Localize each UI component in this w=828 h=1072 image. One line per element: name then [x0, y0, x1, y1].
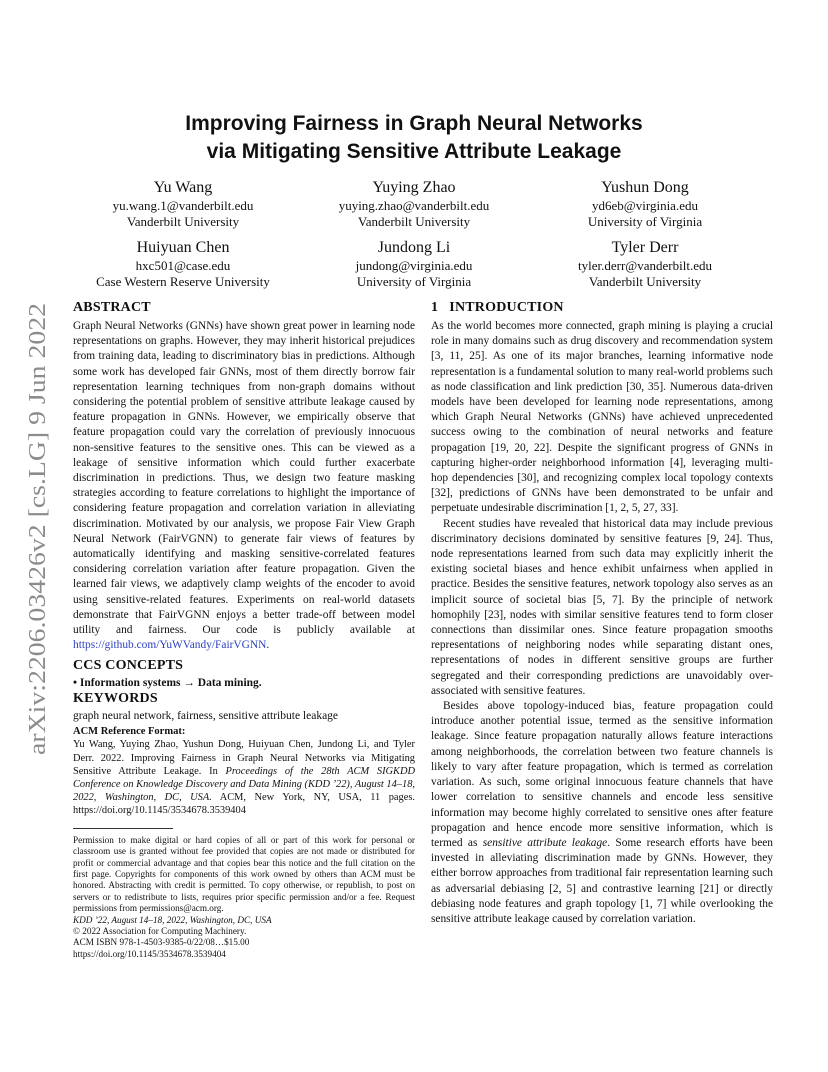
arxiv-id-text: arXiv:2206.03426v2 [cs.LG] 9 Jun 2022: [24, 356, 51, 755]
author-affiliation: Vanderbilt University: [126, 214, 240, 229]
author-card: [68, 178, 298, 230]
intro-paragraph-3: [431, 699, 773, 927]
title-line-2: via Mitigating Sensitive Attribute Leakage: [206, 140, 622, 163]
intro-paragraph-1: As the world becomes more connected, graph mining is playing a crucial role in many domains such as drug discovery and recommendation system [3, 11, 25]. As one of its major branches, learning informative node representation is a fundamental solution to many real-world problems such as node classification and link prediction [30, 35]. Numerous data-driven models have been developed for learning node representations, among which Graph Neural Networks (GNNs) have achieved unprecedented success owing to the combination of neural networks and feature propagation [19, 20, 22]. Despite the significant progress of GNNs in capturing higher-order neighborhood information [4], leveraging multi-hop dependencies [30], and recognizing complex local topology contexts [32], predictions of GNNs have been demonstrated to be unfair and perpetuate undesirable discrimination [1, 2, 5, 27, 33].: [431, 320, 773, 515]
title-line-1: Improving Fairness in Graph Neural Networks: [185, 112, 643, 135]
ccs-heading: CCS CONCEPTS: [73, 658, 184, 674]
abstract-body: Graph Neural Networks (GNNs) have shown great power in learning node representations on graphs. However, they may inherit historical prejudices from training data, leading to discriminatory bias in predictions. Although some work has developed fair GNNs, most of them directly borrow fair representation learning techniques from non-graph domains without considering the potential problem of sensitive attribute leakage caused by feature propagation in GNNs. However, we empirically observe that feature propagation could vary the correlation of previously innocuous non-sensitive features to the sensitive ones. This can be viewed as a leakage of sensitive information which could further exacerbate discrimination in predictions. Thus, we design two feature masking strategies according to feature correlations to highlight the importance of considering feature propagation and correlation variation in alleviating discrimination. Motivated by our analysis, we propose Fair View Graph Neural Network (FairVGNN) to generate fair views of features by automatically identifying and masking sensitive-correlated features considering correlation variation after feature propagation. Given the learned fair views, we adaptively clamp weights of the encoder to avoid using sensitive-related features. Experiments on real-world datasets demonstrate that FairVGNN enjoys a better trade-off between model utility and fairness. Our code is publicly available at: [73, 320, 415, 637]
left-column: [73, 300, 415, 960]
abstract-heading: ABSTRACT: [73, 300, 151, 315]
author-name: Yuying Zhao: [372, 179, 456, 196]
author-affiliation: University of Virginia: [587, 214, 703, 229]
conference-line: KDD ’22, August 14–18, 2022, Washington, DC, USA: [73, 914, 272, 925]
reference-format-heading: ACM Reference Format:: [73, 726, 186, 738]
reference-venue: Proceedings of the 28th ACM SIGKDD Conference on Knowledge Discovery and Data Mining (KDD ’22), August 14–18, 2022, Washington, DC, USA.: [73, 765, 415, 804]
intro-paragraph-2: Recent studies have revealed that historical data may include previous discriminatory decisions dominated by sensitive features [9, 24]. Thus, node representations learned from such data may explicitly inherit the existing societal biases and hence exhibit unfairness when applied in practice. Besides the sensitive features, network topology also serves as an implicit source of societal bias [5, 7]. By the principle of network homophily [23], nodes with similar sensitive features tend to form closer connections than dissimilar ones. Since feature propagation smooths representations of neighboring nodes while separating distant ones, representations of nodes in different sensitive groups are further segregated and their corresponding predictions are unavoidably over-associated with sensitive features.: [431, 517, 773, 697]
author-card: [530, 238, 760, 290]
author-email[interactable]: tyler.derr@vanderbilt.edu: [578, 258, 712, 273]
author-name: Yu Wang: [153, 179, 213, 196]
author-name: Yushun Dong: [601, 179, 689, 196]
author-email[interactable]: yd6eb@virginia.edu: [592, 198, 698, 213]
author-card: [530, 178, 760, 230]
author-row-1: [68, 178, 760, 230]
arxiv-identifier-stamp: [14, 300, 56, 760]
author-affiliation: University of Virginia: [356, 274, 472, 289]
reference-authors: Yu Wang, Yuying Zhao, Yushun Dong, Huiyuan Chen, Jundong Li, and Tyler Derr. 2022. Improving Fairness in Graph Neural Networks via Mitigating Sensitive Attribute Leakage. In: [73, 739, 415, 777]
abstract-text: [73, 319, 415, 653]
right-column: [431, 300, 773, 927]
abstract-end: .: [266, 639, 270, 652]
author-affiliation: Case Western Reserve University: [96, 274, 270, 289]
author-name: Jundong Li: [377, 239, 451, 256]
paper-title: [0, 110, 828, 166]
intro-p3-part-b: . Some research efforts have been invested in alleviating discrimination made by GNNs. However, they either borrow approaches from traditional fair representation learning such as adversarial debiasing [2, 5] and contrastive learning [21] or directly debiasing node features and graph topology [1, 7] while overlooking the sensitive attribute leakage caused by correlation variation.: [431, 836, 773, 925]
keywords-text: graph neural network, fairness, sensitive attribute leakage: [73, 710, 339, 723]
doi-line[interactable]: https://doi.org/10.1145/3534678.3539404: [73, 948, 226, 959]
keywords-heading: KEYWORDS: [73, 691, 158, 707]
author-name: Tyler Derr: [611, 239, 679, 256]
reference-tail: ACM, New York, NY, USA, 11 pages. https://doi.org/10.1145/3534678.3539404: [73, 792, 415, 817]
intro-p3-emphasis: sensitive attribute leakage: [482, 836, 608, 849]
isbn-line: ACM ISBN 978-1-4503-9385-0/22/08…$15.00: [73, 937, 250, 948]
author-affiliation: Vanderbilt University: [588, 274, 702, 289]
author-email[interactable]: hxc501@case.edu: [135, 258, 231, 273]
author-affiliation: Vanderbilt University: [357, 214, 471, 229]
author-email[interactable]: jundong@virginia.edu: [355, 258, 473, 273]
author-row-2: [68, 238, 760, 290]
ccs-concept-item: • Information systems → Data mining.: [73, 677, 262, 690]
code-link[interactable]: https://github.com/YuWVandy/FairVGNN: [73, 639, 267, 652]
author-name: Huiyuan Chen: [136, 239, 230, 256]
intro-p3-part-a: Besides above topology-induced bias, feature propagation could introduce another potential issue, termed as the sensitive information leakage. Since feature propagation naturally allows feature interactions among neighborhoods, the correlation between two feature channels is likely to vary after feature propagation, which is termed as correlation variation. As such, some original innocuous feature channels that have lower correlation to sensitive channels and encode less sensitive information may become highly correlated to sensitive ones after feature propagation and hence encode more sensitive information, which is termed as: [431, 700, 773, 849]
author-email[interactable]: yu.wang.1@vanderbilt.edu: [112, 198, 254, 213]
introduction-heading: 1 INTRODUCTION: [431, 300, 564, 315]
permission-notice: Permission to make digital or hard copies of all or part of this work for personal or classroom use is granted without fee provided that copies are not made or distributed for profit or commercial advantage and that copies bear this notice and the full citation on the first page. Copyrights for components of this work owned by others than ACM must be honored. Abstracting with credit is permitted. To copy otherwise, or republish, to post on servers or to redistribute to lists, requires prior specific permission and/or a fee. Request permissions from permissions@acm.org.: [73, 834, 415, 914]
author-email[interactable]: yuying.zhao@vanderbilt.edu: [338, 198, 490, 213]
reference-format-text: [73, 738, 415, 817]
footnote-rule: [73, 828, 173, 829]
copyright-line: © 2022 Association for Computing Machinery.: [73, 925, 247, 936]
author-card: [299, 238, 529, 290]
author-card: [68, 238, 298, 290]
author-block: [68, 178, 760, 298]
author-card: [299, 178, 529, 230]
